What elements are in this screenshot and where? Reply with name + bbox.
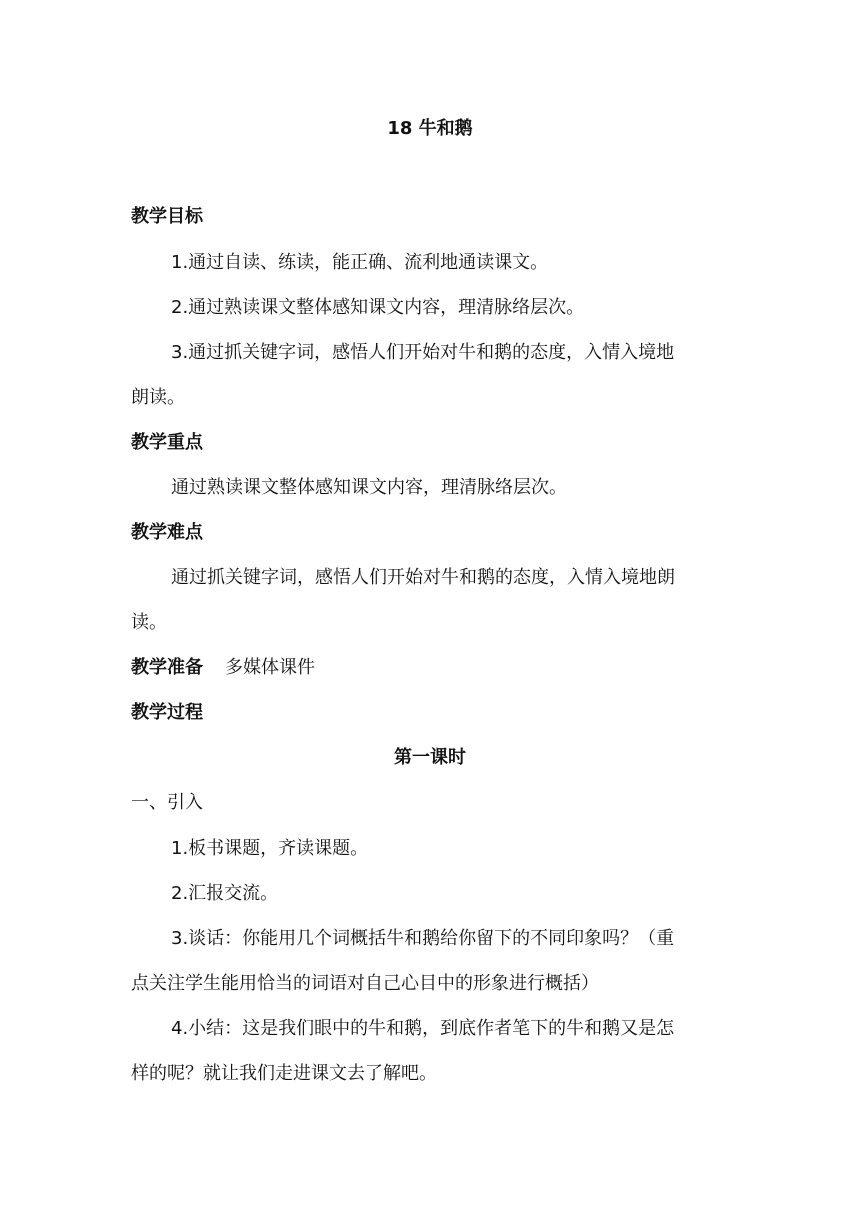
process-step-4: 4.小结：这是我们眼中的牛和鹅，到底作者笔下的牛和鹅又是怎	[171, 1018, 675, 1039]
process-step-1: 1.板书课题，齐读课题。	[171, 838, 369, 859]
difficulties-text: 通过抓关键字词，感悟人们开始对牛和鹅的态度，入情入境地朗	[171, 567, 675, 588]
preparation-row	[131, 656, 731, 680]
key-points-text: 通过熟读课文整体感知课文内容，理清脉络层次。	[171, 477, 567, 498]
preparation-heading: 教学准备	[131, 657, 203, 678]
process-step-4-continued: 样的呢？就让我们走进课文去了解吧。	[131, 1063, 437, 1084]
document-title: 18 牛和鹅	[387, 118, 473, 139]
objective-item-1: 1.通过自读、练读，能正确、流利地通读课文。	[171, 252, 549, 273]
preparation-value: 多媒体课件	[225, 657, 315, 678]
process-heading: 教学过程	[131, 702, 203, 723]
difficulties-heading: 教学难点	[131, 522, 203, 543]
difficulties-text-continued: 读。	[131, 612, 167, 633]
objective-item-3: 3.通过抓关键字词，感悟人们开始对牛和鹅的态度，入情入境地	[171, 342, 675, 363]
process-step-2: 2.汇报交流。	[171, 883, 279, 904]
key-points-heading: 教学重点	[131, 432, 203, 453]
objective-item-2: 2.通过熟读课文整体感知课文内容，理清脉络层次。	[171, 297, 585, 318]
lesson-title: 第一课时	[394, 747, 466, 768]
objectives-heading: 教学目标	[131, 206, 203, 227]
process-step-3-continued: 点关注学生能用恰当的词语对自己心目中的形象进行概括）	[131, 973, 599, 994]
section-heading-intro: 一、引入	[131, 792, 203, 813]
objective-item-3-continued: 朗读。	[131, 387, 185, 408]
process-step-3: 3.谈话：你能用几个词概括牛和鹅给你留下的不同印象吗？（重	[171, 928, 675, 949]
